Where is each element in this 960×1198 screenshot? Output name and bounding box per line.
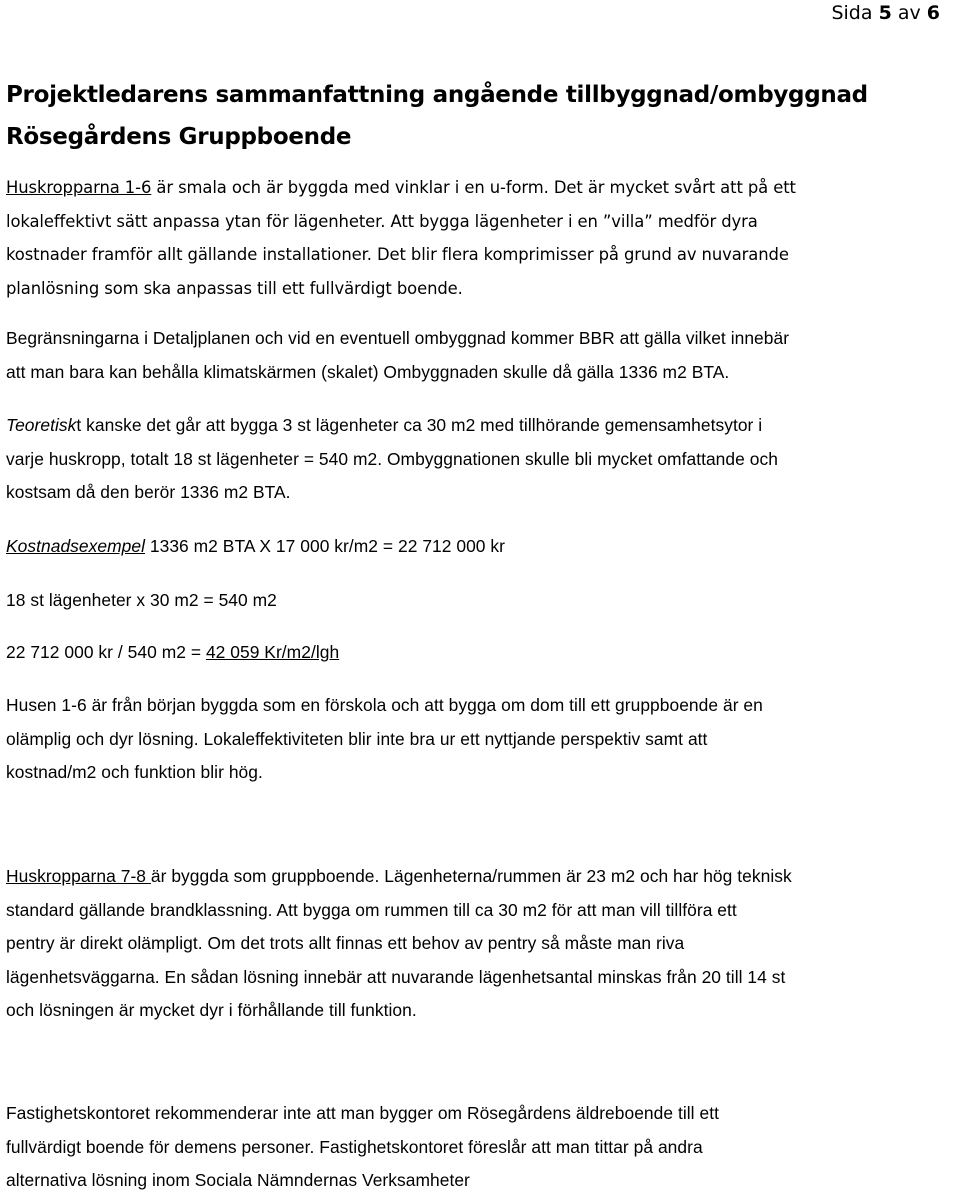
title-line-2: Rösegårdens Gruppboende xyxy=(6,124,352,150)
page-number-prefix: Sida xyxy=(831,2,879,24)
paragraph-text: är smala och är byggda med vinklar i en u-form. Det är mycket svårt att på ett xyxy=(151,178,796,197)
page-number-middle: av xyxy=(891,2,927,24)
paragraph-line: fullvärdigt boende för demens personer. Fastighetskontoret föreslår att man tittar på andra xyxy=(6,1136,703,1157)
paragraph-line: alternativa lösning inom Sociala Nämndernas Verksamheter xyxy=(6,1170,470,1190)
paragraph-huskroppar-7-8 xyxy=(6,860,956,1028)
paragraph-line: att man bara kan behålla klimatskärmen (skalet) Ombyggnaden skulle då gälla 1336 m2 BTA. xyxy=(6,361,730,382)
paragraph-line: kostnad/m2 och funktion blir hög. xyxy=(6,762,263,782)
document-title xyxy=(6,74,946,158)
paragraph-line: och lösningen är mycket dyr i förhållande till funktion. xyxy=(6,1000,417,1020)
paragraph-husen-1-6 xyxy=(6,689,956,790)
paragraph-begransningar xyxy=(6,322,956,389)
huskroppar-1-6-heading: Huskropparna 1-6 xyxy=(6,178,152,197)
kostnadsexempel-label: Kostnadsexempel xyxy=(6,536,145,556)
paragraph-line xyxy=(6,636,956,670)
paragraph-text: 1336 m2 BTA X 17 000 kr/m2 = 22 712 000 kr xyxy=(145,536,505,556)
paragraph-line xyxy=(6,409,956,443)
title-line-1: Projektledarens sammanfattning angående tillbyggnad/ombyggnad xyxy=(6,82,868,108)
paragraph-line xyxy=(6,171,956,205)
page-number-total: 6 xyxy=(926,2,940,24)
paragraph-line: Husen 1-6 är från början byggda som en förskola och att bygga om dom till ett gruppboende är en xyxy=(6,695,763,715)
paragraph-line xyxy=(6,860,956,894)
paragraph-line: Fastighetskontoret rekommenderar inte att man bygger om Rösegårdens äldreboende till ett xyxy=(6,1103,719,1123)
kr-per-lgh-result: 42 059 Kr/m2/lgh xyxy=(205,642,340,662)
paragraph-line: olämplig och dyr lösning. Lokaleffektiviteten blir inte bra ur ett nyttjande perspektiv samt att xyxy=(6,728,708,749)
paragraph-huskroppar-1-6 xyxy=(6,171,956,305)
paragraph-lagenheter-calc xyxy=(6,584,956,618)
paragraph-line: kostsam då den berör 1336 m2 BTA. xyxy=(6,482,291,502)
huskroppar-7-8-heading: Huskropparna 7-8 xyxy=(6,866,151,886)
paragraph-line xyxy=(6,530,956,564)
paragraph-teoretiskt xyxy=(6,409,956,510)
page-number xyxy=(831,2,940,24)
paragraph-line: lägenhetsväggarna. En sådan lösning innebär att nuvarande lägenhetsantal minskas från 20 till 14 st xyxy=(6,966,786,987)
paragraph-line: Begränsningarna i Detaljplanen och vid en eventuell ombyggnad kommer BBR att gälla vilket innebär xyxy=(6,328,790,348)
paragraph-line: planlösning som ska anpassas till ett fullvärdigt boende. xyxy=(6,278,463,298)
paragraph-line: 18 st lägenheter x 30 m2 = 540 m2 xyxy=(6,590,277,610)
paragraph-line: varje huskropp, totalt 18 st lägenheter = 540 m2. Ombyggnationen skulle bli mycket omfattande och xyxy=(6,448,778,469)
teoretisk-italic: Teoretisk xyxy=(6,415,77,435)
paragraph-text: t kanske det går att bygga 3 st lägenheter ca 30 m2 med tillhörande gemensamhetsytor i xyxy=(76,415,763,435)
paragraph-line: lokaleffektivt sätt anpassa ytan för lägenheter. Att bygga lägenheter i en ”villa” medför dyra xyxy=(6,211,758,231)
paragraph-rekommendation xyxy=(6,1097,956,1198)
paragraph-line: standard gällande brandklassning. Att bygga om rummen till ca 30 m2 för att man vill tillföra ett xyxy=(6,899,737,920)
paragraph-kostnadsexempel xyxy=(6,530,956,564)
paragraph-line: pentry är direkt olämpligt. Om det trots allt finnas ett behov av pentry så måste man riva xyxy=(6,933,685,953)
paragraph-text: 22 712 000 kr / 540 m2 = xyxy=(6,642,206,662)
paragraph-text: är byggda som gruppboende. Lägenheterna/rummen är 23 m2 och har hög teknisk xyxy=(150,866,792,886)
paragraph-kr-per-lgh xyxy=(6,636,956,670)
page-number-current: 5 xyxy=(878,2,892,24)
paragraph-line: kostnader framför allt gällande installationer. Det blir flera komprimisser på grund av nuvarande xyxy=(6,245,789,264)
